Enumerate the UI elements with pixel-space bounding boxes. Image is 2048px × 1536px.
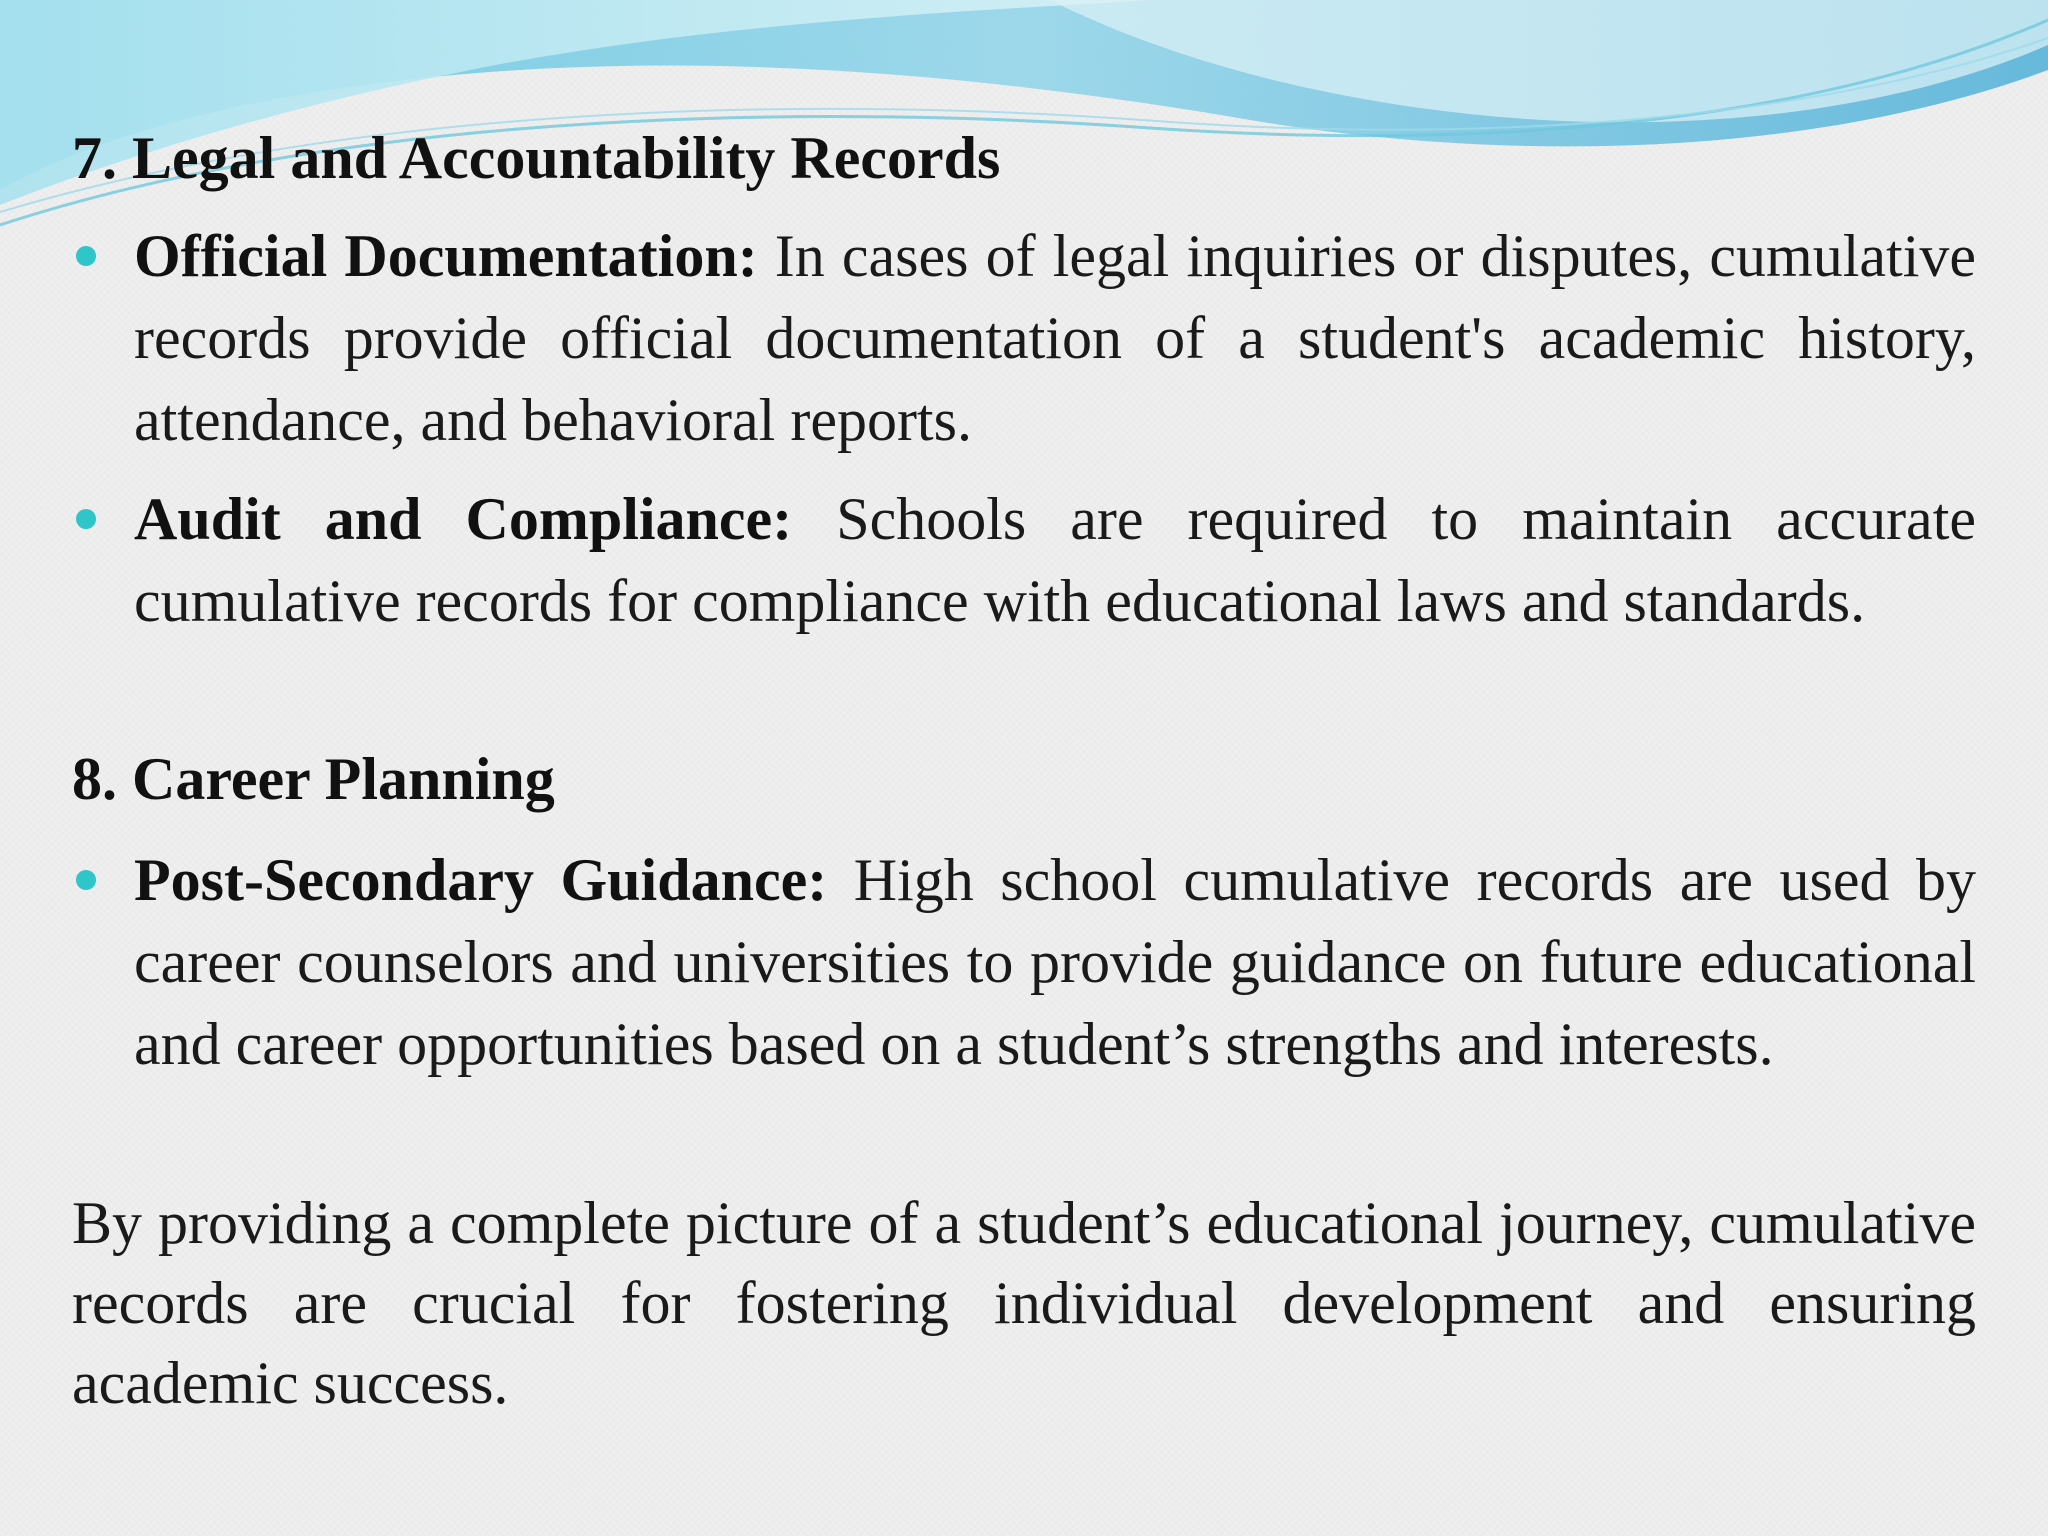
bullet-term: Official Documentation: bbox=[134, 223, 758, 289]
bullet-text: In cases of legal inquiries or disputes, cumulative records provide official documentation of a student's academic history, attendance, and behavioral reports. bbox=[134, 223, 1976, 453]
conclusion-paragraph: By providing a complete picture of a student’s educational journey, cumulative records are crucial for fostering individual development and ensuring academic success. bbox=[72, 1190, 1976, 1416]
bullet-dot-icon bbox=[76, 509, 96, 529]
bullet-post-secondary-guidance bbox=[134, 839, 1976, 1085]
bullet-audit-compliance bbox=[134, 478, 1976, 642]
bullet-official-documentation bbox=[134, 215, 1976, 461]
bullet-dot-icon bbox=[76, 870, 96, 890]
section-heading-legal-records: 7. Legal and Accountability Records bbox=[72, 125, 1001, 191]
bullet-text: High school cumulative records are used by career counselors and universities to provide guidance on future educational and career opportunities based on a student’s strengths and interests. bbox=[134, 847, 1976, 1077]
section-heading-career-planning: 8. Career Planning bbox=[72, 746, 555, 812]
bullet-term: Post-Secondary Guidance: bbox=[134, 847, 828, 913]
bullet-text: Schools are required to maintain accurate cumulative records for compliance with educational laws and standards. bbox=[134, 486, 1976, 634]
bullet-term: Audit and Compliance: bbox=[134, 486, 793, 552]
bullet-dot-icon bbox=[76, 246, 96, 266]
